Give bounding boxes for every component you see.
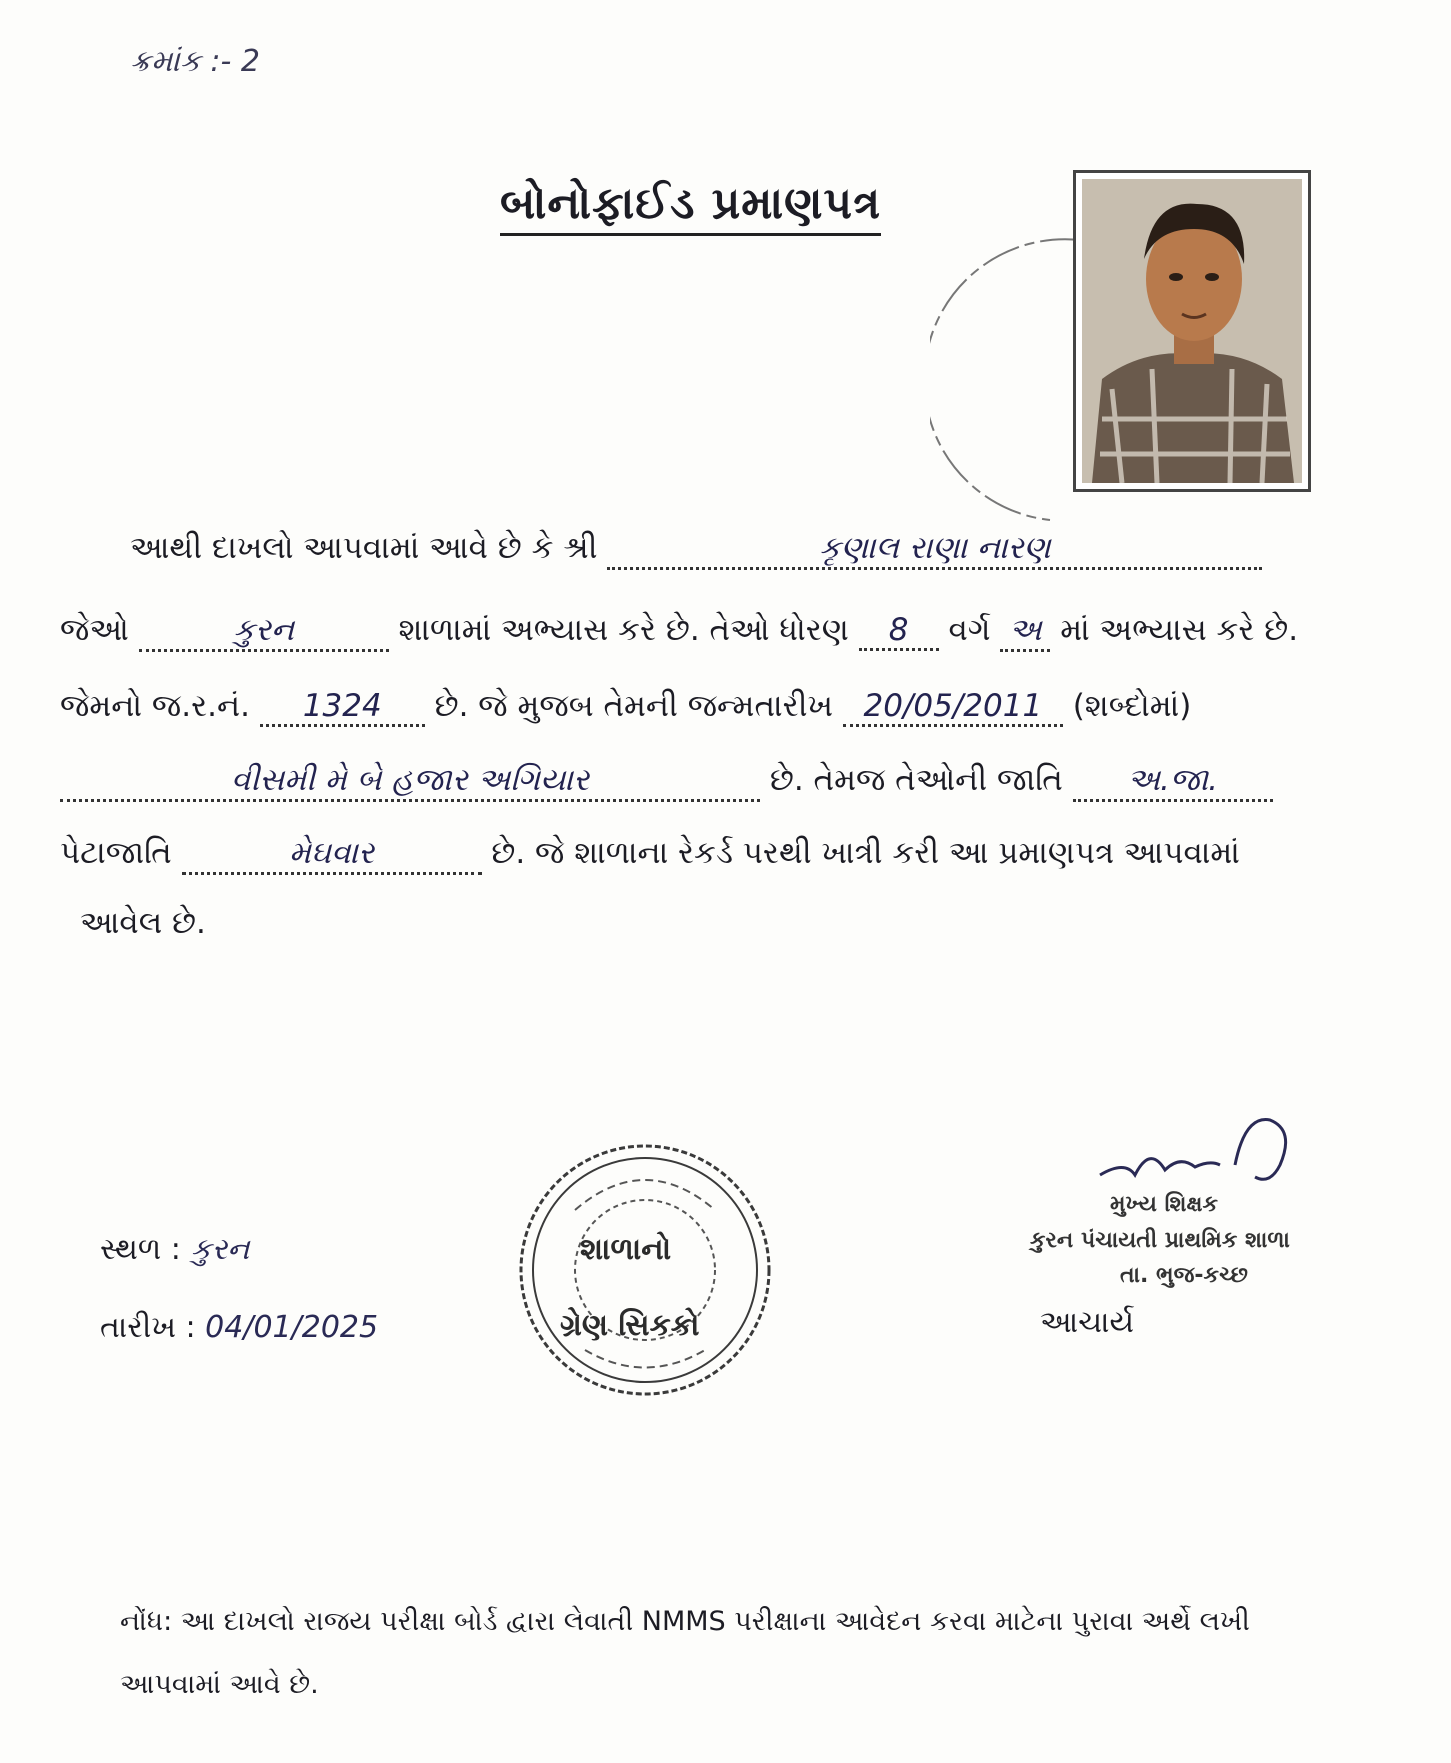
text-line-1 [60,530,1360,570]
gr-number-field: 1324 [260,688,425,727]
place-label: સ્થળ : [100,1232,191,1267]
line2-prefix: જેઓ [60,612,129,648]
text-line-6 [80,905,1380,942]
subcaste-field: મેઘવાર [182,835,482,875]
line4-mid: છે. તેમજ તેઓની જાતિ [769,762,1063,798]
date-value: 04/01/2025 [205,1310,379,1345]
line1-prefix: આથી દાખલો આપવામાં આવે છે કે શ્રી [130,530,598,566]
stamp-text-top: શાળાનો [580,1232,672,1267]
line2-mid: શાળામાં અભ્યાસ કરે છે. તેઓ ધોરણ [398,612,849,648]
date-label: તારીખ : [100,1310,206,1345]
line6-text: આવેલ છે. [80,905,206,941]
footnote: નોંધ: આ દાખલો રાજય પરીક્ષા બોર્ડ દ્વારા લેવાતી NMMS પરીક્ષાના આવેદન કરવા માટેના પુરાવા અર્થે લખી આપવામાં આવે છે. [120,1606,1250,1700]
line2-mid2: વર્ગ [948,612,991,648]
text-line-3 [60,688,1360,727]
page-title: બોનોફાઈડ પ્રમાણપત્ર [500,178,881,236]
signature-title: મુખ્ય શિક્ષક [1110,1192,1219,1217]
line3-suffix: (શબ્દોમાં) [1072,688,1192,724]
signature-school: કુરન પંચાયતી પ્રાથમિક શાળા [1030,1228,1290,1253]
line3-prefix: જેમનો જ.ર.નં. [60,688,250,724]
text-line-5 [60,835,1360,875]
school-field: કુરન [139,612,389,652]
date-row [100,1310,378,1345]
line2-suffix: માં અભ્યાસ કરે છે. [1060,612,1299,648]
stamp-text-bottom: ગ્રેણ સિકકો [560,1308,700,1343]
principal-signature [1095,1105,1295,1195]
place-row [100,1232,250,1267]
text-line-4 [60,762,1360,802]
standard-field: 8 [859,612,939,651]
principal-label: આચાર્ય [1040,1305,1135,1340]
line3-mid: છે. જે મુજબ તેમની જન્મતારીખ [434,688,833,724]
place-value: કુરન [190,1232,250,1267]
caste-field: અ.જા. [1073,762,1273,802]
student-name-field: કૃણાલ રાણા નારણ [607,530,1262,570]
student-photo [1073,170,1311,492]
student-photo-image [1082,179,1302,483]
text-line-2 [60,612,1360,652]
signature-taluka: તા. ભુજ-કચ્છ [1120,1263,1248,1288]
serial-number: ક્રમાંક :- 2 [130,44,260,79]
dob-words-field: વીસમી મે બે હજાર અગિયાર [60,762,760,802]
school-stamp [515,1140,775,1400]
line5-prefix: પેટાજાતિ [60,835,172,871]
division-field: અ [1000,612,1050,652]
dob-field: 20/05/2011 [843,688,1063,727]
line5-suffix: છે. જે શાળાના રેકર્ડ પરથી ખાત્રી કરી આ પ્રમાણપત્ર આપવામાં [491,835,1240,871]
